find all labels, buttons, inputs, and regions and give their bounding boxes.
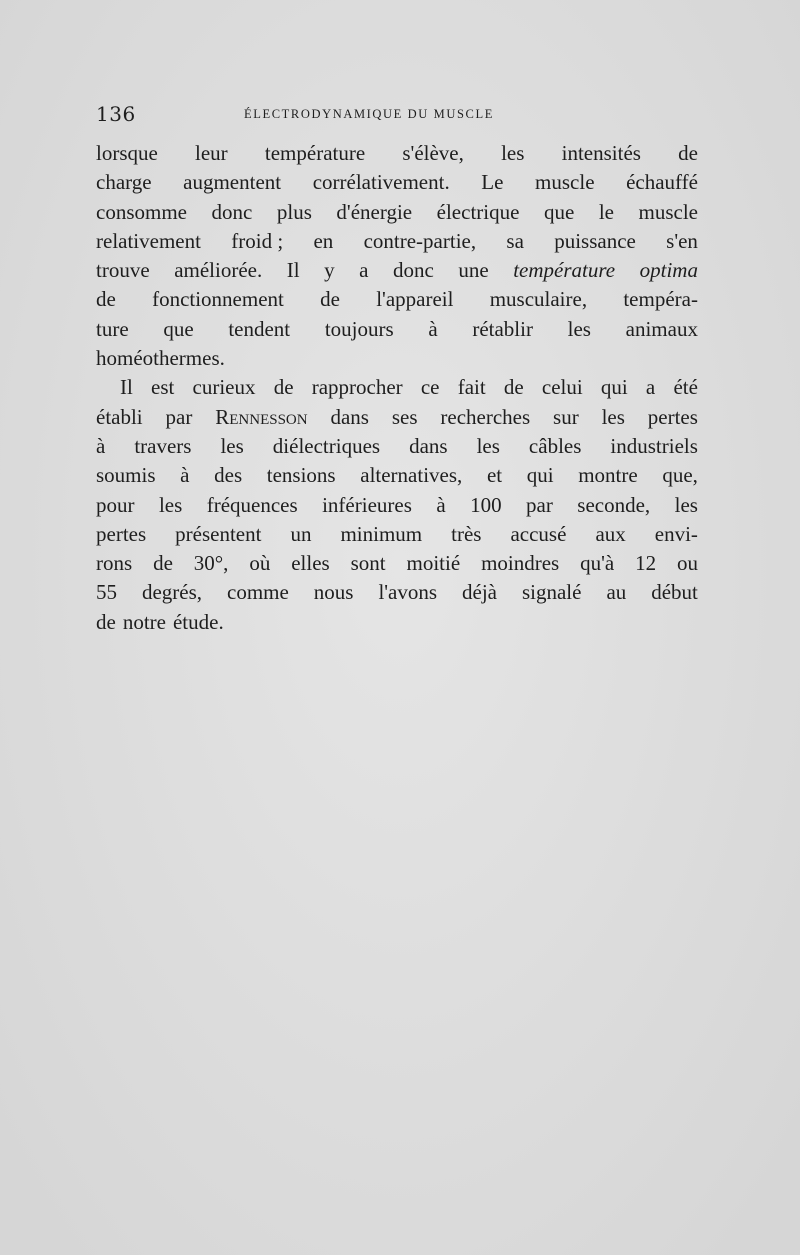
word: a xyxy=(645,375,656,400)
word: par xyxy=(526,492,553,517)
word: moindres xyxy=(481,551,560,576)
word: ce xyxy=(420,375,440,400)
text-line xyxy=(96,461,698,490)
word: température xyxy=(264,141,366,165)
text-line xyxy=(96,608,698,637)
page-number: 136 xyxy=(96,102,136,126)
word: travers xyxy=(134,433,192,458)
text-line xyxy=(96,549,698,578)
word: les xyxy=(476,433,500,458)
word: sont xyxy=(350,551,386,576)
word: accusé xyxy=(510,521,567,546)
word: notre xyxy=(122,609,166,634)
word: que xyxy=(543,199,575,224)
word: où xyxy=(249,551,271,576)
word: très xyxy=(451,521,482,546)
word: que xyxy=(163,316,194,341)
word: et xyxy=(486,463,503,488)
word: de xyxy=(96,609,116,634)
word: charge xyxy=(96,170,152,195)
word: qui xyxy=(600,375,628,400)
word: muscle xyxy=(535,170,595,195)
word: échauffé xyxy=(626,170,698,195)
word: le xyxy=(598,199,614,224)
word: tensions xyxy=(266,463,336,488)
word: dans xyxy=(409,433,448,458)
word: diélectriques xyxy=(272,433,381,458)
word: sur xyxy=(553,404,579,429)
word: lorsque xyxy=(96,141,158,165)
word: y xyxy=(324,258,335,283)
word: les xyxy=(601,404,625,429)
word: les xyxy=(567,316,591,341)
word: trouve xyxy=(96,258,150,283)
word: toujours xyxy=(324,316,394,341)
word: intensités xyxy=(561,141,641,165)
text-line xyxy=(96,315,698,344)
word: est xyxy=(151,375,175,400)
word: l'avons xyxy=(378,580,438,605)
word: signalé xyxy=(521,580,582,605)
word: plus xyxy=(276,199,312,224)
word: rétablir xyxy=(472,316,533,341)
word: moitié xyxy=(406,551,461,576)
word: Il xyxy=(286,258,300,283)
word: début xyxy=(651,580,698,605)
word: muscle xyxy=(638,199,698,224)
text-line xyxy=(96,432,698,461)
word: que, xyxy=(662,463,698,488)
running-title: ÉLECTRODYNAMIQUE DU MUSCLE xyxy=(244,107,494,121)
text-line xyxy=(96,198,698,227)
word: par xyxy=(165,404,193,429)
text-line xyxy=(96,256,698,285)
word: présentent xyxy=(175,521,262,546)
author-name: Rennesson xyxy=(215,404,308,429)
word: étude. xyxy=(172,609,224,634)
text-line xyxy=(96,344,698,373)
word: donc xyxy=(211,199,253,224)
word: contre-partie, xyxy=(363,228,477,253)
word: homéothermes. xyxy=(96,346,225,371)
word: 55 xyxy=(96,580,117,605)
word: des xyxy=(214,463,243,488)
word: nous xyxy=(313,580,354,605)
word: tendent xyxy=(228,316,291,341)
word: s'élève, xyxy=(402,141,464,165)
word: curieux xyxy=(192,375,256,400)
word: tempéra- xyxy=(623,287,698,312)
word: électrique xyxy=(436,199,520,224)
word: leur xyxy=(195,141,228,165)
word: Le xyxy=(481,170,504,195)
word: Il xyxy=(120,375,133,400)
word: de xyxy=(153,551,173,576)
word: les xyxy=(674,492,698,517)
word: minimum xyxy=(340,521,423,546)
word: de xyxy=(273,375,294,400)
text-line xyxy=(96,520,698,549)
text-line xyxy=(96,403,698,432)
word: dans xyxy=(330,404,369,429)
body-text xyxy=(96,139,698,637)
word: de xyxy=(320,287,340,312)
word: aux xyxy=(595,521,626,546)
word: l'appareil xyxy=(376,287,454,312)
word: au xyxy=(606,580,627,605)
word: ture xyxy=(96,316,129,341)
word: une xyxy=(458,258,489,283)
word: froid ; xyxy=(231,228,284,253)
text-line xyxy=(96,491,698,520)
word: établi xyxy=(96,404,143,429)
text-line xyxy=(96,373,698,402)
word: de xyxy=(678,141,698,165)
word: 100 xyxy=(470,492,502,517)
word: câbles xyxy=(528,433,582,458)
word: puissance xyxy=(554,228,636,253)
word: qu'à xyxy=(580,551,615,576)
word: donc xyxy=(393,258,434,283)
word: soumis xyxy=(96,463,156,488)
word: à xyxy=(180,463,190,488)
word: inférieures xyxy=(322,492,412,517)
word: fonctionnement xyxy=(152,287,284,312)
word: a xyxy=(359,258,369,283)
word: animaux xyxy=(625,316,698,341)
word: sa xyxy=(506,228,524,253)
word: 30°, xyxy=(193,551,229,576)
word: corrélativement. xyxy=(312,170,450,195)
word: à xyxy=(428,316,438,341)
word: ses xyxy=(391,404,418,429)
word: recherches xyxy=(440,404,531,429)
text-line xyxy=(96,168,698,197)
word: elles xyxy=(291,551,330,576)
word: relativement xyxy=(96,228,201,253)
word: rapprocher xyxy=(311,375,403,400)
word: améliorée. xyxy=(174,258,263,283)
word: fréquences xyxy=(206,492,298,517)
word: alternatives, xyxy=(360,463,463,488)
word: déjà xyxy=(462,580,498,605)
word: seconde, xyxy=(577,492,651,517)
word: à xyxy=(436,492,446,517)
word: montre xyxy=(578,463,638,488)
word: envi- xyxy=(654,521,698,546)
text-line xyxy=(96,285,698,314)
word: pertes xyxy=(647,404,698,429)
word: 12 xyxy=(635,551,657,576)
word: augmentent xyxy=(183,170,282,195)
word: les xyxy=(501,141,525,165)
text-line xyxy=(96,578,698,607)
word: s'en xyxy=(666,228,698,253)
word: pertes xyxy=(96,521,147,546)
word: de xyxy=(96,287,116,312)
word: industriels xyxy=(610,433,698,458)
word: un xyxy=(290,521,312,546)
italic-word: température xyxy=(513,258,616,283)
word: pour xyxy=(96,492,135,517)
word: de xyxy=(503,375,524,400)
word: les xyxy=(220,433,244,458)
word: musculaire, xyxy=(489,287,588,312)
word: ou xyxy=(677,551,698,576)
word: comme xyxy=(227,580,289,605)
word: consomme xyxy=(96,199,187,224)
word: fait xyxy=(457,375,486,400)
word: degrés, xyxy=(141,580,203,605)
word: d'énergie xyxy=(336,199,413,224)
word: en xyxy=(313,228,334,253)
italic-word: optima xyxy=(639,258,698,283)
word: celui xyxy=(541,375,583,400)
word: à xyxy=(96,433,106,458)
word: qui xyxy=(526,463,554,488)
text-line xyxy=(96,139,698,168)
running-head xyxy=(96,101,698,127)
word: été xyxy=(673,375,698,400)
word: les xyxy=(158,492,183,517)
word: rons xyxy=(96,551,133,576)
text-line xyxy=(96,227,698,256)
